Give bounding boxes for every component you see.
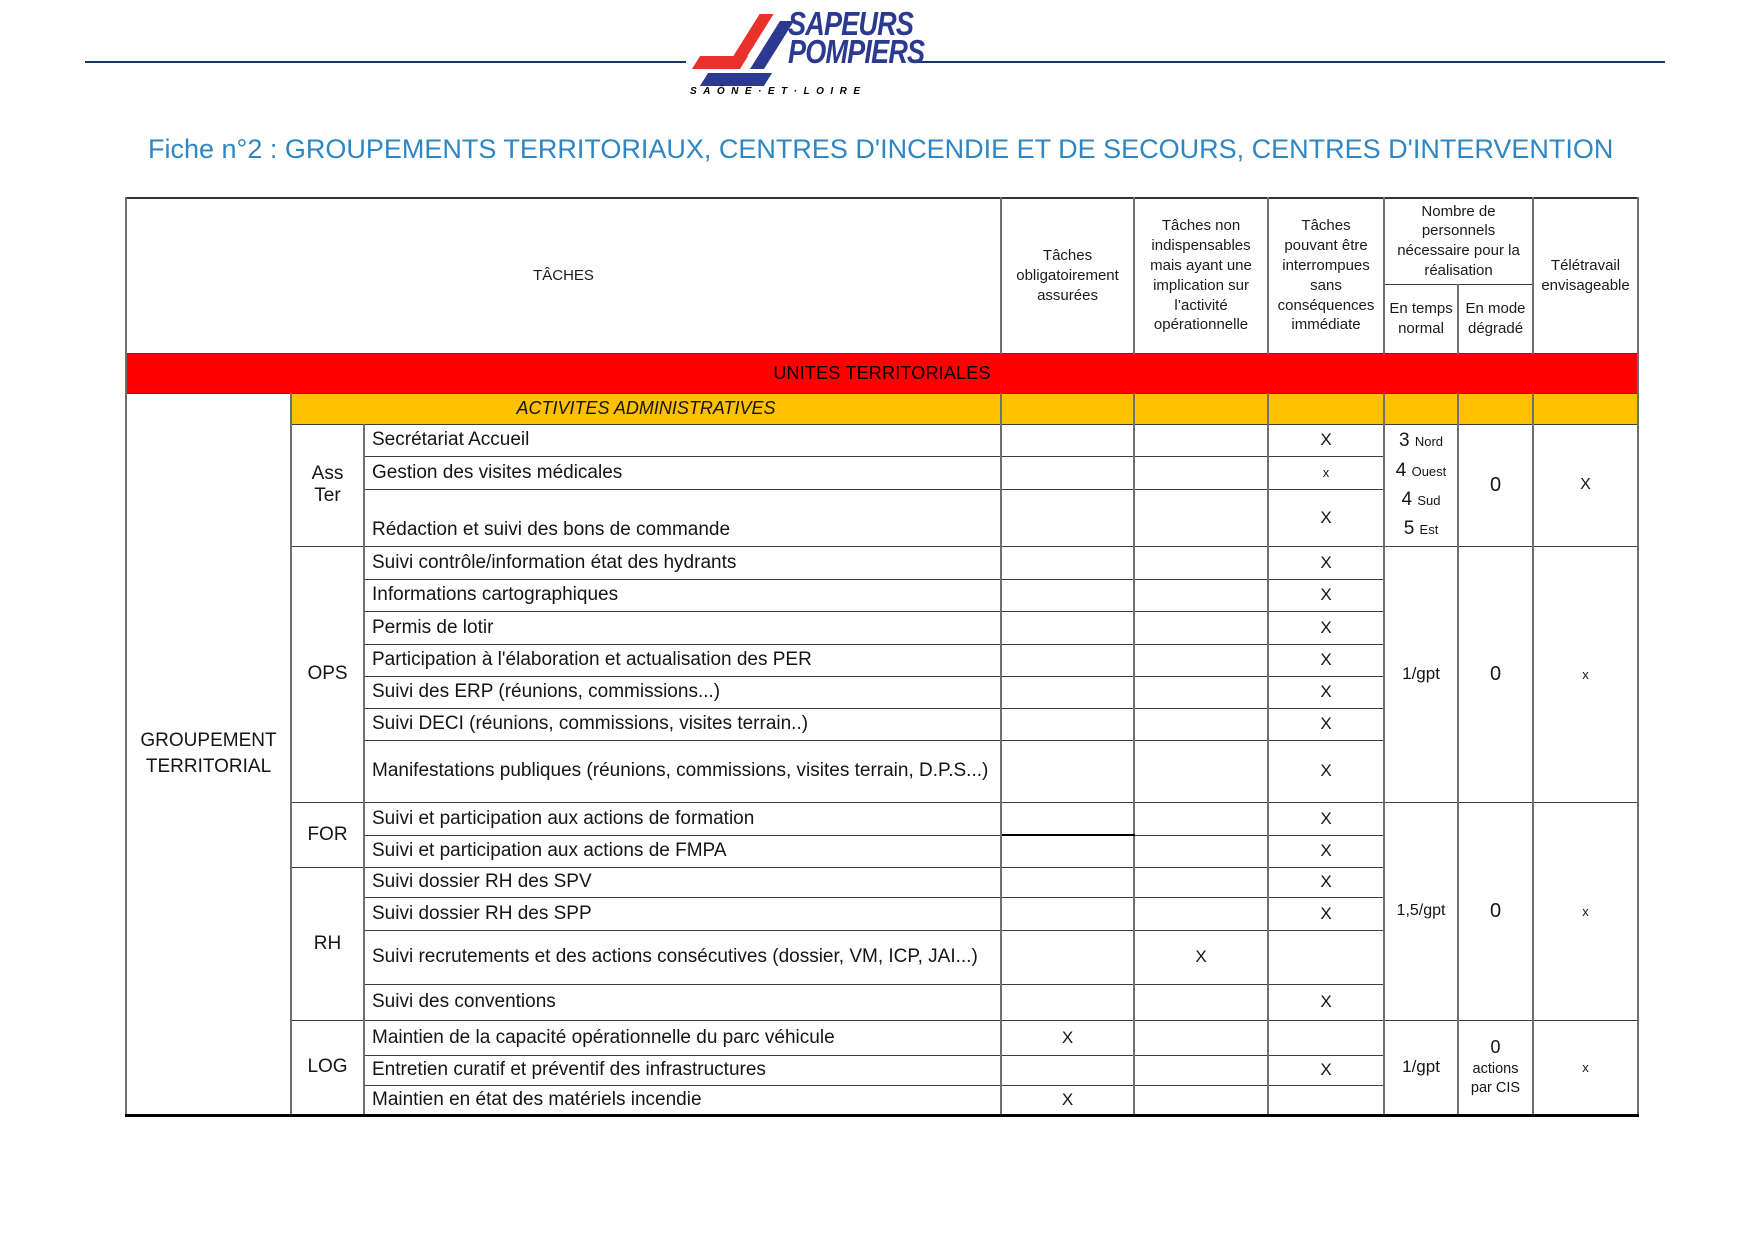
mark-interrompue (1268, 1085, 1384, 1115)
task-cell: Suivi dossier RH des SPV (364, 867, 1001, 897)
activity-banner-spacer (1001, 393, 1134, 424)
mark-obligatoire (1001, 1055, 1134, 1085)
activity-banner-spacer (1384, 393, 1458, 424)
task-cell: Maintien de la capacité opérationnelle du parc véhicule (364, 1020, 1001, 1055)
group-code-rh: RH (291, 867, 364, 1020)
task-cell: Secrétariat Accueil (364, 424, 1001, 456)
mark-obligatoire: X (1001, 1085, 1134, 1115)
section-banner-unites-territoriales: UNITES TERRITORIALES (126, 353, 1638, 393)
temps-normal-cell: 1/gpt (1384, 1020, 1458, 1115)
group-code-asster: Ass Ter (291, 424, 364, 546)
mark-obligatoire (1001, 867, 1134, 897)
header-interrompues: Tâches pouvant être interrompues sans conséquences immédiate (1268, 198, 1384, 353)
logo-line1: SAPEURS (788, 5, 914, 42)
teletravail-cell: x (1533, 1020, 1638, 1115)
mark-interrompue (1268, 1020, 1384, 1055)
activity-banner-spacer (1533, 393, 1638, 424)
activity-banner-spacer (1458, 393, 1533, 424)
tasks-table-container (125, 197, 1639, 1117)
mark-non-indispensable (1134, 424, 1268, 456)
mode-degrade-cell: 0 actions par CIS (1458, 1020, 1533, 1115)
mark-non-indispensable: X (1134, 930, 1268, 984)
task-row (126, 424, 1638, 456)
task-cell: Participation à l'élaboration et actualisation des PER (364, 644, 1001, 676)
task-cell: Entretien curatif et préventif des infrastructures (364, 1055, 1001, 1085)
teletravail-cell: x (1533, 546, 1638, 802)
mark-non-indispensable (1134, 489, 1268, 546)
mark-non-indispensable (1134, 802, 1268, 835)
mark-interrompue: X (1268, 984, 1384, 1020)
sapeurs-pompiers-logo (686, 5, 925, 102)
activity-banner: ACTIVITES ADMINISTRATIVES (291, 393, 1001, 424)
task-cell: Suivi recrutements et des actions consécutives (dossier, VM, ICP, JAI...) (364, 930, 1001, 984)
mark-obligatoire (1001, 984, 1134, 1020)
mark-non-indispensable (1134, 1020, 1268, 1055)
mark-interrompue: X (1268, 835, 1384, 867)
mark-non-indispensable (1134, 676, 1268, 708)
task-cell: Permis de lotir (364, 611, 1001, 644)
mark-interrompue: X (1268, 424, 1384, 456)
mark-interrompue: X (1268, 489, 1384, 546)
mark-obligatoire (1001, 611, 1134, 644)
mark-obligatoire (1001, 489, 1134, 546)
mark-obligatoire (1001, 676, 1134, 708)
mark-interrompue (1268, 930, 1384, 984)
teletravail-cell: x (1533, 802, 1638, 1020)
mark-non-indispensable (1134, 456, 1268, 489)
task-cell: Maintien en état des matériels incendie (364, 1085, 1001, 1115)
activity-banner-spacer (1134, 393, 1268, 424)
mark-obligatoire (1001, 644, 1134, 676)
logo-subtitle: SAÔNE·ET·LOIRE (690, 86, 867, 97)
task-cell: Suivi dossier RH des SPP (364, 897, 1001, 930)
mark-obligatoire (1001, 740, 1134, 802)
task-cell: Suivi et participation aux actions de FMPA (364, 835, 1001, 867)
temps-normal-cell: 3 Nord 4 Ouest 4 Sud 5 Est (1384, 424, 1458, 546)
mark-obligatoire (1001, 802, 1134, 835)
task-cell: Suivi DECI (réunions, commissions, visites terrain..) (364, 708, 1001, 740)
mode-degrade-cell: 0 (1458, 802, 1533, 1020)
mark-interrompue: x (1268, 456, 1384, 489)
mark-interrompue: X (1268, 611, 1384, 644)
mark-obligatoire (1001, 424, 1134, 456)
mark-non-indispensable (1134, 644, 1268, 676)
mark-non-indispensable (1134, 546, 1268, 579)
header-personnel: Nombre de personnels nécessaire pour la réalisation (1384, 198, 1533, 284)
mark-obligatoire (1001, 546, 1134, 579)
mark-non-indispensable (1134, 1085, 1268, 1115)
groupement-territorial-label: GROUPEMENT TERRITORIAL (140, 729, 277, 777)
mark-non-indispensable (1134, 1055, 1268, 1085)
mark-obligatoire (1001, 897, 1134, 930)
logo-wordmark (788, 5, 925, 70)
mode-degrade-cell: 0 (1458, 546, 1533, 802)
task-cell: Gestion des visites médicales (364, 456, 1001, 489)
logo-stripes-icon (692, 14, 784, 92)
logo-line2: POMPIERS (788, 32, 925, 70)
mark-obligatoire (1001, 579, 1134, 611)
mark-interrompue: X (1268, 708, 1384, 740)
task-cell: Suivi des ERP (réunions, commissions...) (364, 676, 1001, 708)
task-cell: Suivi contrôle/information état des hydrants (364, 546, 1001, 579)
mark-non-indispensable (1134, 867, 1268, 897)
teletravail-cell: X (1533, 424, 1638, 546)
temps-normal-cell: 1/gpt (1384, 546, 1458, 802)
header-non-indispensables: Tâches non indispensables mais ayant une implication sur l’activité opérationnelle (1134, 198, 1268, 353)
activity-banner-spacer (1268, 393, 1384, 424)
header-mode-degrade: En mode dégradé (1458, 284, 1533, 353)
header-obligatoires: Tâches obligatoirement assurées (1001, 198, 1134, 353)
page-title: Fiche n°2 : GROUPEMENTS TERRITORIAUX, CENTRES D'INCENDIE ET DE SECOURS, CENTRES D'INTERVENTION (148, 134, 1614, 164)
mark-non-indispensable (1134, 708, 1268, 740)
mark-interrompue: X (1268, 1055, 1384, 1085)
mark-non-indispensable (1134, 579, 1268, 611)
mark-non-indispensable (1134, 835, 1268, 867)
mark-obligatoire: X (1001, 1020, 1134, 1055)
task-row (126, 546, 1638, 579)
mark-interrompue: X (1268, 867, 1384, 897)
task-cell: Suivi et participation aux actions de formation (364, 802, 1001, 835)
mark-non-indispensable (1134, 897, 1268, 930)
groupement-territorial-cell (126, 393, 291, 1115)
mark-non-indispensable (1134, 984, 1268, 1020)
tasks-table (125, 197, 1639, 1117)
mark-non-indispensable (1134, 611, 1268, 644)
task-cell: Suivi des conventions (364, 984, 1001, 1020)
mark-obligatoire (1001, 708, 1134, 740)
group-code-for: FOR (291, 802, 364, 867)
mark-interrompue: X (1268, 740, 1384, 802)
header-teletravail: Télétravail envisageable (1533, 198, 1638, 353)
mode-degrade-cell: 0 (1458, 424, 1533, 546)
mark-interrompue: X (1268, 644, 1384, 676)
group-code-ops: OPS (291, 546, 364, 802)
temps-normal-cell: 1,5/gpt (1384, 802, 1458, 1020)
header-taches: TÂCHES (126, 198, 1001, 353)
mark-interrompue: X (1268, 802, 1384, 835)
mark-obligatoire (1001, 835, 1134, 867)
task-cell: Manifestations publiques (réunions, commissions, visites terrain, D.P.S...) (364, 740, 1001, 802)
group-code-log: LOG (291, 1020, 364, 1115)
mark-interrompue: X (1268, 579, 1384, 611)
mark-interrompue: X (1268, 897, 1384, 930)
mark-interrompue: X (1268, 676, 1384, 708)
mark-non-indispensable (1134, 740, 1268, 802)
mark-obligatoire (1001, 930, 1134, 984)
mark-obligatoire (1001, 456, 1134, 489)
task-row (126, 802, 1638, 835)
task-cell: Rédaction et suivi des bons de commande (364, 489, 1001, 546)
mark-interrompue: X (1268, 546, 1384, 579)
task-row (126, 1020, 1638, 1055)
task-cell: Informations cartographiques (364, 579, 1001, 611)
header-temps-normal: En temps normal (1384, 284, 1458, 353)
